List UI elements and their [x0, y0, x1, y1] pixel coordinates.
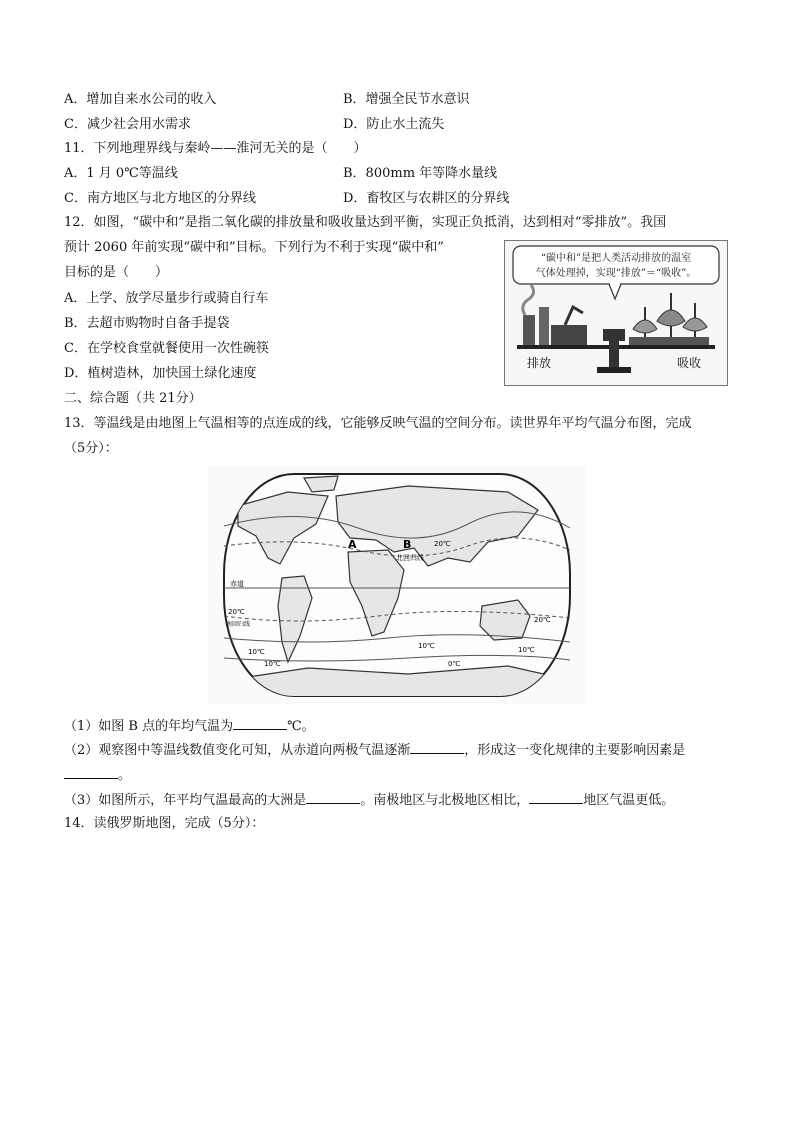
tropic-of-cancer-label: 北回归线 — [396, 554, 424, 562]
isotherm-label-20n: 20℃ — [434, 540, 451, 548]
answer-blank[interactable] — [233, 716, 287, 730]
isotherm-label-10e: 10℃ — [418, 642, 435, 650]
q13-part-2-cont: 。 — [64, 765, 131, 785]
q11-option-a: A．1 月 0℃等温线 — [64, 166, 178, 181]
answer-blank[interactable] — [529, 790, 583, 804]
tree-icon — [629, 293, 709, 345]
q12-option-d: D．植树造林，加快国土绿化速度 — [64, 366, 257, 381]
q12-option-a: A．上学、放学尽量步行或骑自行车 — [64, 291, 269, 306]
isotherm-label-20e: 20℃ — [534, 616, 551, 624]
q12-option-b: B．去超市购物时自备手提袋 — [64, 316, 230, 331]
q11-option-d: D．畜牧区与农耕区的分界线 — [343, 191, 510, 206]
q11-option-b: B．800mm 年等降水量线 — [343, 166, 498, 181]
balance-scale-illustration — [505, 241, 727, 385]
isotherm-label-10sw: 10℃ — [264, 660, 281, 668]
q13-part-3: （3）如图所示，年平均气温最高的大洲是 。南极地区与北极地区相比， 地区气温更低。 — [64, 790, 674, 810]
answer-blank[interactable] — [410, 740, 464, 754]
bubble-text-2: 气体处理掉，实现“排放”＝“吸收”。 — [535, 268, 697, 279]
q12-option-c: C．在学校食堂就餐使用一次性碗筷 — [64, 341, 269, 356]
q12-stem-3: 目标的是（ ） — [64, 265, 169, 280]
answer-blank[interactable] — [306, 790, 360, 804]
q10-option-c: C．减少社会用水需求 — [64, 117, 191, 132]
q10-option-d: D．防止水土流失 — [343, 117, 445, 132]
isotherm-label-0: 0℃ — [448, 660, 461, 668]
world-isotherm-map — [208, 466, 586, 704]
isotherm-label-10w: 10℃ — [248, 648, 265, 656]
bubble-text-1: “碳中和”是把人类活动排放的温室 — [540, 253, 692, 264]
q11-option-c: C．南方地区与北方地区的分界线 — [64, 191, 256, 206]
factory-icon — [551, 325, 587, 345]
world-map-illustration — [208, 466, 586, 704]
q13-stem-1: 13．等温线是由地图上气温相等的点连成的线，它能够反映气温的空间分布。读世界年平均气温分布图，完成 — [64, 416, 692, 431]
q13-part-2: （2）观察图中等温线数值变化可知，从赤道向两极气温逐渐 ，形成这一变化规律的主要影响因素是 — [64, 740, 685, 760]
q13-part-1: （1）如图 B 点的年均气温为 ℃。 — [64, 716, 315, 736]
point-b-label: B — [403, 538, 412, 551]
q10-option-b: B．增强全民节水意识 — [343, 92, 470, 107]
q13-stem-2: （5分）： — [64, 441, 118, 456]
q11-stem: 11．下列地理界线与秦岭——淮河无关的是（ ） — [64, 141, 367, 156]
q14-stem: 14．读俄罗斯地图，完成（5分）： — [64, 816, 265, 831]
isotherm-label-20s: 20℃ — [228, 608, 245, 616]
answer-blank[interactable] — [64, 765, 118, 779]
emission-label: 排放 — [527, 356, 552, 370]
australia-shape — [480, 600, 530, 640]
isotherm-label-10s: 10℃ — [518, 646, 535, 654]
point-a-label: A — [348, 538, 357, 551]
q12-stem-1: 12．如图，“碳中和”是指二氧化碳的排放量和吸收量达到平衡，实现正负抵消，达到相对“零排放”。我国 — [64, 215, 667, 230]
q12-stem-2: 预计 2060 年前实现“碳中和”目标。下列行为不利于实现“碳中和” — [64, 240, 444, 255]
tropic-of-capricorn-label: 南回归线 — [226, 621, 251, 628]
absorption-label: 吸收 — [677, 356, 702, 370]
carbon-neutral-figure — [504, 240, 728, 386]
chimney-icon — [523, 315, 535, 345]
q10-option-a: A．增加自来水公司的收入 — [64, 92, 217, 107]
equator-label: 赤道 — [230, 580, 244, 588]
balance-stand — [609, 341, 619, 369]
section-2-heading: 二、综合题（共 21分） — [64, 391, 202, 406]
